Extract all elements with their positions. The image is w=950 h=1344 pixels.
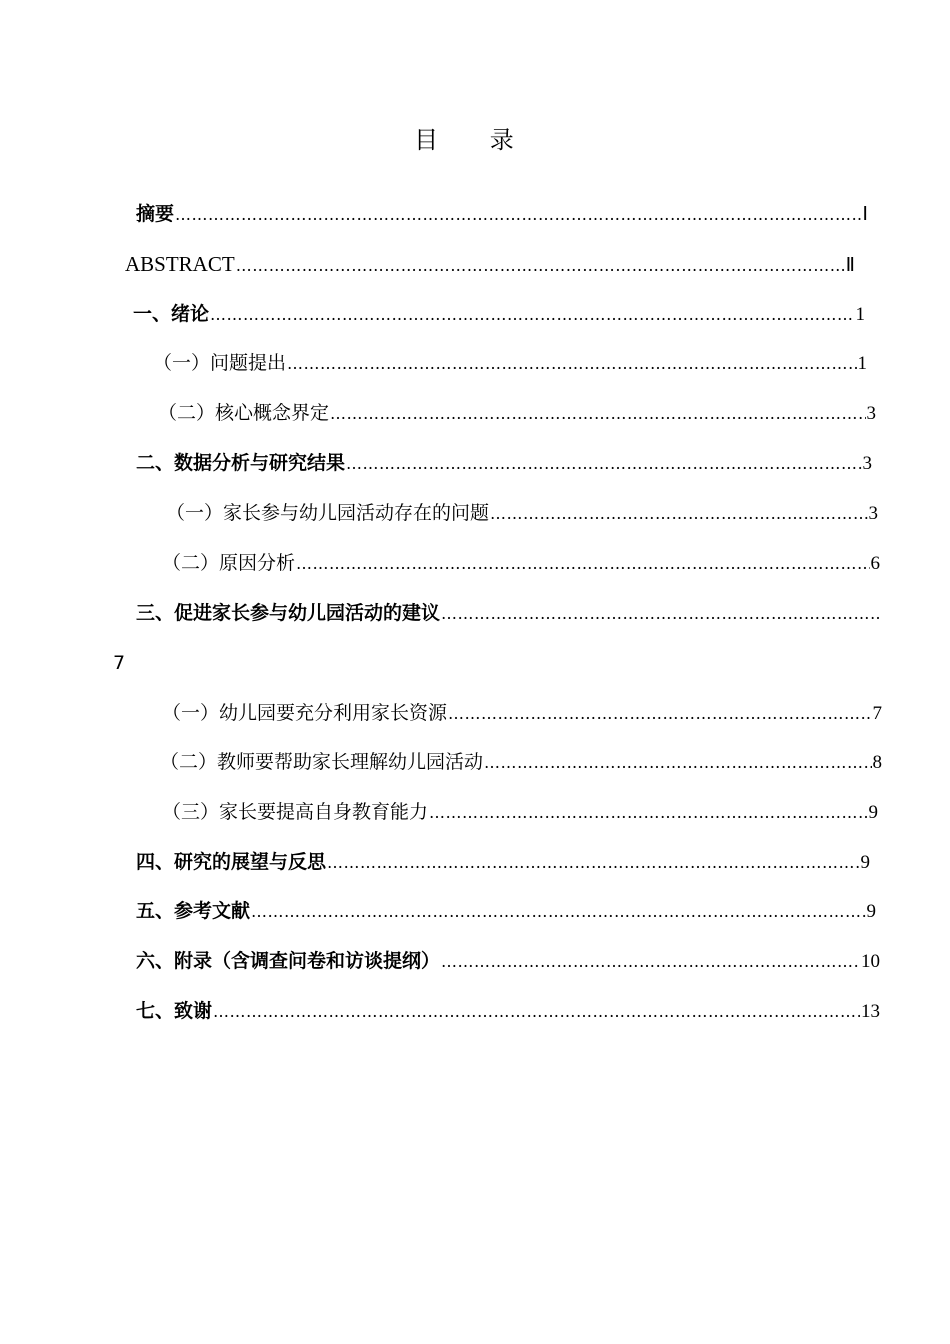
toc-entry-label: （一）家长参与幼儿园活动存在的问题 [166, 502, 490, 524]
toc-entry-chapter-1[interactable] [133, 298, 865, 330]
toc-entry-page: 7 [872, 703, 882, 724]
dot-leader [296, 548, 869, 580]
toc-entry-label: 摘要 [136, 203, 175, 225]
dot-leader [429, 797, 867, 829]
dot-leader [346, 448, 861, 480]
toc-entry-label: 七、致谢 [136, 1000, 213, 1022]
toc-entry-page: 13 [861, 1001, 880, 1022]
toc-entry-label: ABSTRACT [125, 252, 235, 276]
toc-entry-page: 9 [868, 802, 878, 823]
toc-entry-chapter-4[interactable] [136, 846, 870, 878]
toc-entry-abstract-en[interactable] [125, 248, 855, 280]
toc-entry-page: 9 [866, 901, 876, 922]
toc-entry-page: Ⅱ [845, 255, 855, 276]
toc-entry-label: 二、数据分析与研究结果 [136, 452, 346, 474]
toc-entry-section-1-1[interactable] [153, 347, 867, 379]
toc-entry-label: （一）问题提出 [153, 352, 287, 374]
toc-entry-section-1-2[interactable] [158, 397, 876, 429]
toc-entry-page: 3 [868, 503, 878, 524]
toc-entry-chapter-3[interactable] [136, 597, 882, 629]
toc-entry-page: Ⅰ [862, 204, 868, 225]
dot-leader [210, 299, 854, 331]
toc-entry-page: 3 [866, 403, 876, 424]
dot-leader [213, 996, 860, 1028]
toc-entry-chapter-7[interactable] [136, 995, 880, 1027]
toc-entry-label: （二）教师要帮助家长理解幼儿园活动 [160, 751, 484, 773]
toc-entry-label: 四、研究的展望与反思 [136, 851, 327, 873]
dot-leader [441, 598, 881, 630]
toc-entry-page: 9 [860, 852, 870, 873]
toc-entry-section-3-1[interactable] [162, 697, 882, 729]
toc-entry-page: 6 [870, 553, 880, 574]
toc-entry-page: 10 [861, 951, 880, 972]
toc-entry-chapter-5[interactable] [136, 895, 876, 927]
toc-entry-label: 五、参考文献 [136, 900, 251, 922]
dot-leader [490, 498, 867, 530]
toc-entry-page: 1 [855, 304, 865, 325]
toc-entry-page: 3 [862, 453, 872, 474]
dot-leader [175, 199, 861, 231]
toc-entry-page-wrapped: 7 [113, 652, 126, 674]
toc-entry-section-2-2[interactable] [162, 547, 880, 579]
dot-leader [287, 348, 856, 380]
toc-entry-label: （三）家长要提高自身教育能力 [162, 801, 429, 823]
toc-entry-label: （二）核心概念界定 [158, 402, 330, 424]
toc-entry-chapter-2[interactable] [136, 447, 872, 479]
dot-leader [236, 250, 845, 282]
toc-entry-abstract-cn[interactable] [136, 198, 868, 230]
toc-entry-section-2-1[interactable] [166, 497, 878, 529]
toc-entry-page: 8 [872, 752, 882, 773]
dot-leader [251, 896, 865, 928]
toc-entry-label: 一、绪论 [133, 303, 210, 325]
toc-entry-label: （一）幼儿园要充分利用家长资源 [162, 702, 448, 724]
toc-entry-section-3-2[interactable] [160, 746, 882, 778]
toc-entry-section-3-3[interactable] [162, 796, 878, 828]
dot-leader [484, 747, 871, 779]
toc-entry-page: 1 [857, 353, 867, 374]
dot-leader [330, 398, 865, 430]
dot-leader [448, 698, 871, 730]
toc-entry-label: 六、附录（含调查问卷和访谈提纲） [136, 950, 441, 972]
dot-leader [327, 847, 859, 879]
toc-entry-label: （二）原因分析 [162, 552, 296, 574]
toc-title: 目 录 [414, 126, 536, 154]
toc-entry-chapter-6[interactable] [136, 945, 880, 977]
dot-leader [441, 946, 860, 978]
toc-entry-label: 三、促进家长参与幼儿园活动的建议 [136, 602, 441, 624]
